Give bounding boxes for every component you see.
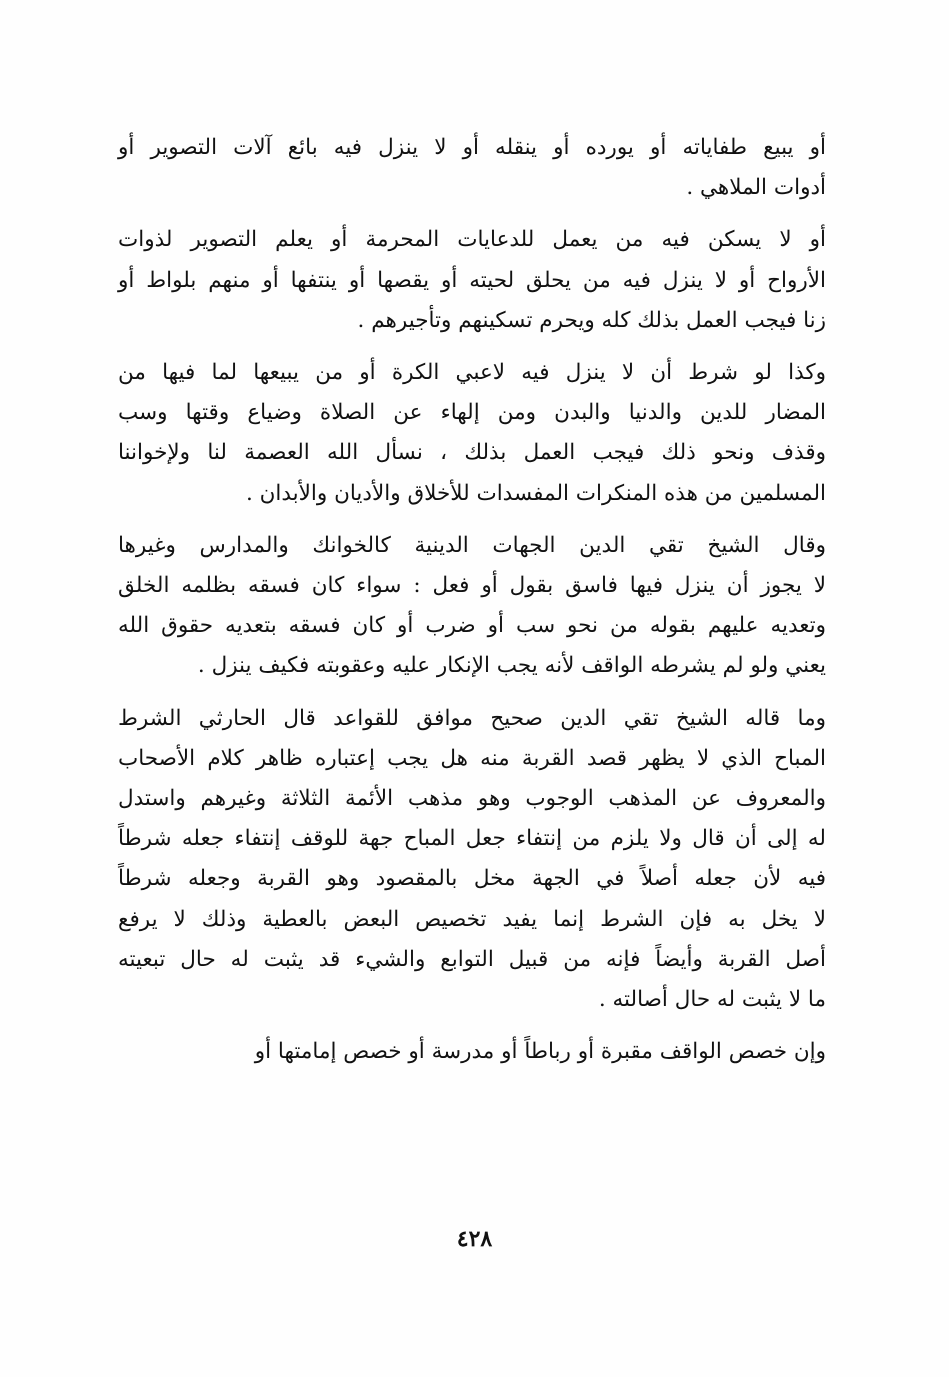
text-line: أو يبيع طفاياته أو يورده أو ينقله أو لا ينزل فيه بائع آلات التصوير أو: [118, 135, 826, 160]
paragraph-5: [118, 699, 826, 1021]
text-line: والمعروف عن المذهب الوجوب وهو مذهب الأئمة الثلاثة وغيرهم واستدل: [118, 786, 826, 812]
page-number: ٤٢٨: [456, 1226, 493, 1252]
text-line: أدوات الملاهي .: [686, 175, 826, 201]
text-line: ما لا يثبت له حال أصالته .: [598, 987, 826, 1013]
body-text: [118, 128, 826, 1084]
paragraph-3: [118, 353, 826, 514]
text-line: أو لا يسكن فيه من يعمل للدعايات المحرمة أو يعلم التصوير لذوات: [118, 227, 826, 253]
text-line: أصل القربة وأيضاً فإنه من قبيل التوابع والشيء قد يثبت له حال تبعيته: [118, 946, 826, 972]
text-line: وقذف ونحو ذلك فيجب العمل بذلك ، نسأل الله العصمة لنا ولإخواننا: [118, 440, 826, 466]
text-line: لا يجوز أن ينزل فيها فاسق بقول أو فعل : سواء كان فسقه بظلمه الخلق: [118, 573, 826, 599]
text-line: الأرواح أو لا ينزل فيه من يحلق لحيته أو يقصها أو ينتفها أو منهم بلواط أو: [118, 267, 826, 293]
text-line: وكذا لو شرط أن لا ينزل فيه لاعبي الكرة أو من يبيعها لما فيها من: [118, 360, 826, 386]
text-line: وإن خصص الواقف مقبرة أو رباطاً أو مدرسة أو خصص إمامتها أو: [254, 1039, 826, 1065]
paragraph-2: [118, 220, 826, 341]
text-line: فيه لأن جعله أصلاً في الجهة مخل بالمقصود وهو القربة وجعله شرطاً: [118, 866, 826, 892]
text-line: لا يخل به فإن الشرط إنما يفيد تخصيص البعض بالعطية وذلك لا يرفع: [118, 906, 826, 932]
text-line: وتعديه عليهم بقوله من نحو سب أو ضرب أو كان فسقه بتعديه حقوق الله: [118, 613, 826, 639]
paragraph-4: [118, 526, 826, 687]
text-line: وما قاله الشيخ تقي الدين صحيح موافق للقواعد قال الحارثي الشرط: [118, 705, 826, 731]
text-line: زنا فيجب العمل بذلك كله ويحرم تسكينهم وتأجيرهم .: [357, 307, 826, 333]
paragraph-1: [118, 128, 826, 208]
text-line: المسلمين من هذه المنكرات المفسدات للأخلاق والأديان والأبدان .: [245, 480, 826, 506]
text-line: المباح الذي لا يظهر قصد القربة منه هل يجب إعتباره ظاهر كلام الأصحاب: [118, 745, 826, 771]
text-line: له إلى أن قال ولا يلزم من إنتفاء جعل المباح جهة للوقف إنتفاء جعله شرطاً: [118, 826, 826, 852]
paragraph-6: [118, 1032, 826, 1072]
text-line: وقال الشيخ تقي الدين الجهات الدينية كالخوانك والمدارس وغيرها: [118, 532, 826, 558]
text-line: يعني ولو لم يشرطه الواقف لأنه يجب الإنكار عليه وعقوبته فكيف ينزل .: [197, 653, 826, 679]
text-line: المضار للدين والدنيا والبدن ومن إلهاء عن الصلاة وضياع وقتها وسب: [118, 400, 826, 426]
